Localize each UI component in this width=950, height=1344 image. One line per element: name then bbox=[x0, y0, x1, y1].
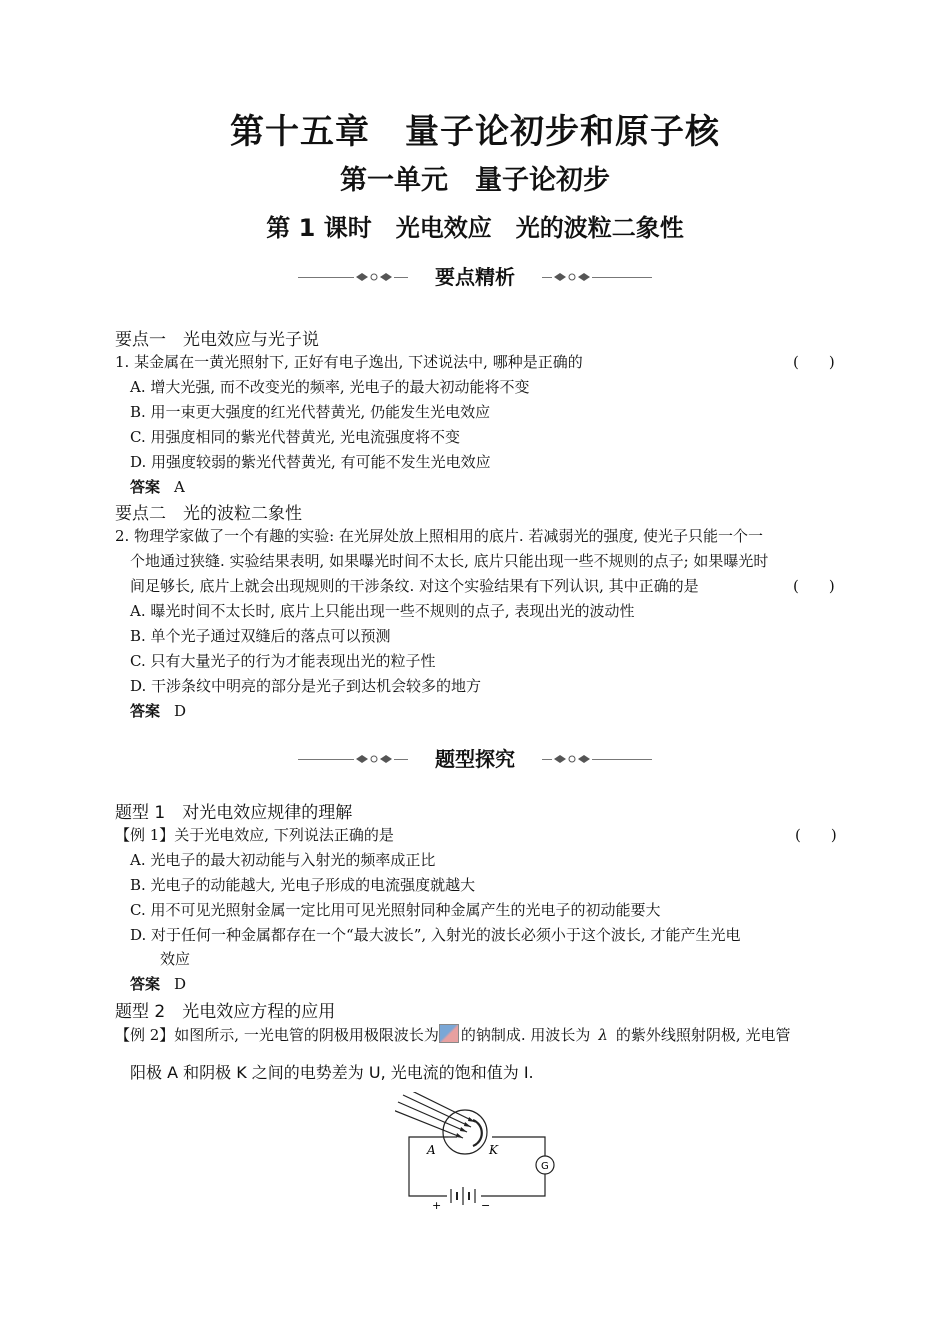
point2-stem-line1: 2. 物理学家做了一个有趣的实验: 在光屏处放上照相用的底片. 若减弱光的强度, 使光子只能一个一 bbox=[115, 527, 763, 545]
cathode-label: K bbox=[489, 1143, 498, 1157]
question-types-label: 题型探究 bbox=[435, 747, 515, 771]
battery-plus-label: + bbox=[432, 1199, 442, 1212]
answer-line bbox=[130, 700, 186, 721]
option-a: A. 曝光时间不太长时, 底片上只能出现一些不规则的点子, 表现出光的波动性 bbox=[130, 602, 635, 620]
option-b: B. 用一束更大强度的红光代替黄光, 仍能发生光电效应 bbox=[130, 403, 491, 421]
option-a: A. 增大光强, 而不改变光的频率, 光电子的最大初动能将不变 bbox=[130, 378, 530, 396]
key-points-label: 要点精析 bbox=[435, 265, 515, 289]
answer-line bbox=[130, 476, 185, 497]
unit-title: 第一单元 量子论初步 bbox=[340, 165, 610, 196]
option-b: B. 单个光子通过双缝后的落点可以预测 bbox=[130, 627, 391, 645]
option-c: C. 只有大量光子的行为才能表现出光的粒子性 bbox=[130, 652, 436, 670]
answer-value: A bbox=[174, 478, 185, 496]
point2-heading: 要点二 光的波粒二象性 bbox=[115, 504, 302, 524]
lesson-title: 第 1 课时 光电效应 光的波粒二象性 bbox=[266, 214, 684, 242]
type2-stem-part3: 的紫外线照射阴极, 光电管 bbox=[615, 1026, 791, 1044]
ornament-icon bbox=[552, 271, 592, 283]
option-c: C. 用强度相同的紫光代替黄光, 光电流强度将不变 bbox=[130, 428, 461, 446]
chapter-title: 第十五章 量子论初步和原子核 bbox=[230, 112, 720, 152]
answer-paren: ( ) bbox=[795, 826, 837, 844]
answer-label: 答案 bbox=[130, 702, 161, 720]
answer-value: D bbox=[174, 702, 187, 720]
type2-stem bbox=[115, 1024, 790, 1045]
option-d: D. 用强度较弱的紫光代替黄光, 有可能不发生光电效应 bbox=[130, 453, 491, 471]
type2-stem-line2: 阳极 A 和阴极 K 之间的电势差为 U, 光电流的饱和值为 I. bbox=[130, 1063, 534, 1082]
type2-stem-part2: 的钠制成. 用波长为 bbox=[460, 1026, 591, 1044]
answer-label: 答案 bbox=[130, 975, 161, 993]
option-d: D. 干涉条纹中明亮的部分是光子到达机会较多的地方 bbox=[130, 677, 482, 695]
option-b: B. 光电子的动能越大, 光电子形成的电流强度就越大 bbox=[130, 876, 476, 894]
galvanometer-label: G bbox=[541, 1161, 549, 1172]
option-a: A. 光电子的最大初动能与入射光的频率成正比 bbox=[130, 851, 436, 869]
battery-minus-label: − bbox=[481, 1199, 491, 1212]
option-d-continuation: 效应 bbox=[160, 950, 191, 968]
photocell-circuit-diagram bbox=[395, 1092, 565, 1212]
type1-stem: 【例 1】关于光电效应, 下列说法正确的是 bbox=[115, 826, 394, 844]
point2-stem-line3: 间足够长, 底片上就会出现规则的干涉条纹. 对这个实验结果有下列认识, 其中正确的是 bbox=[130, 577, 699, 595]
lambda0-symbol-icon bbox=[439, 1024, 459, 1043]
type2-stem-part1: 【例 2】如图所示, 一光电管的阴极用极限波长为 bbox=[115, 1026, 439, 1044]
point1-heading: 要点一 光电效应与光子说 bbox=[115, 330, 319, 350]
point1-stem: 1. 某金属在一黄光照射下, 正好有电子逸出, 下述说法中, 哪种是正确的 bbox=[115, 353, 583, 371]
option-c: C. 用不可见光照射金属一定比用可见光照射同种金属产生的光电子的初动能要大 bbox=[130, 901, 661, 919]
answer-label: 答案 bbox=[130, 478, 161, 496]
question-types-banner bbox=[298, 745, 652, 775]
point2-stem-line2: 个地通过狭缝. 实验结果表明, 如果曝光时间不太长, 底片只能出现一些不规则的点子; 如果曝光时 bbox=[130, 552, 769, 570]
answer-line bbox=[130, 973, 186, 994]
ornament-icon bbox=[552, 753, 592, 765]
answer-paren: ( ) bbox=[793, 577, 835, 595]
answer-value: D bbox=[174, 975, 187, 993]
anode-label: A bbox=[427, 1143, 436, 1157]
lambda-symbol: λ bbox=[598, 1026, 608, 1044]
answer-paren: ( ) bbox=[793, 353, 835, 371]
type1-heading: 题型 1 对光电效应规律的理解 bbox=[115, 803, 353, 823]
type2-heading: 题型 2 光电效应方程的应用 bbox=[115, 1002, 336, 1022]
option-d: D. 对于任何一种金属都存在一个“最大波长”, 入射光的波长必须小于这个波长, 才能产生光电 bbox=[130, 926, 741, 944]
key-points-banner bbox=[298, 263, 652, 293]
